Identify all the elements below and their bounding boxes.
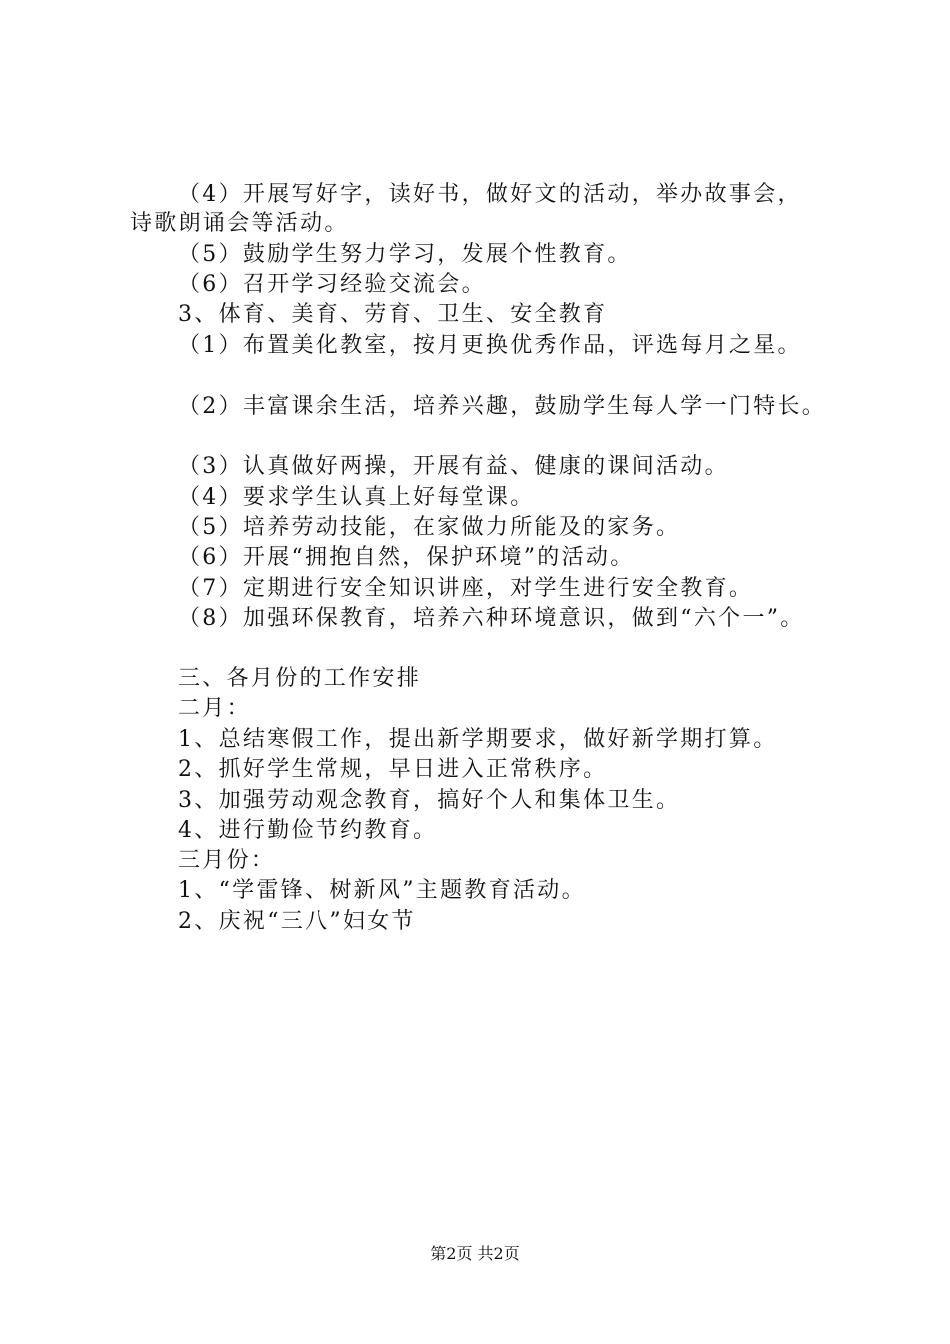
text-line: （6）开展“拥抱自然，保护环境”的活动。 — [178, 545, 635, 570]
text-line: （2）丰富课余生活，培养兴趣，鼓励学生每人学一门特长。 — [178, 394, 827, 419]
text-line: 3、加强劳动观念教育，搞好个人和集体卫生。 — [178, 788, 681, 813]
text-line: （4）要求学生认真上好每堂课。 — [178, 485, 535, 510]
text-line: （4）开展写好字，读好书，做好文的活动，举办故事会， — [178, 182, 802, 207]
text-line: 2、庆祝“三八”妇女节 — [178, 909, 416, 934]
text-line: 1、“学雷锋、树新风”主题教育活动。 — [178, 878, 586, 903]
text-line: 诗歌朗诵会等活动。 — [130, 211, 349, 236]
section-heading: 3、体育、美育、劳育、卫生、安全教育 — [178, 302, 608, 327]
text-line: （5）培养劳动技能，在家做力所能及的家务。 — [178, 515, 681, 540]
text-line: （5）鼓励学生努力学习，发展个性教育。 — [178, 242, 632, 267]
section-heading: 三、各月份的工作安排 — [178, 666, 422, 691]
page-footer: 第2页 共2页 — [430, 1244, 520, 1263]
text-line: （6）召开学习经验交流会。 — [178, 272, 486, 297]
text-line: （3）认真做好两操，开展有益、健康的课间活动。 — [178, 454, 729, 479]
text-line: 2、抓好学生常规，早日进入正常秩序。 — [178, 757, 608, 782]
text-line: （8）加强环保教育，培养六种环境意识，做到“六个一”。 — [178, 606, 805, 631]
text-line: 1、总结寒假工作，提出新学期要求，做好新学期打算。 — [178, 727, 778, 752]
text-line: （1）布置美化教室，按月更换优秀作品，评选每月之星。 — [178, 333, 802, 358]
text-line: （7）定期进行安全知识讲座，对学生进行安全教育。 — [178, 576, 754, 601]
text-line: 4、进行勤俭节约教育。 — [178, 818, 438, 843]
month-heading: 三月份： — [178, 848, 276, 873]
month-heading: 二月： — [178, 696, 251, 721]
